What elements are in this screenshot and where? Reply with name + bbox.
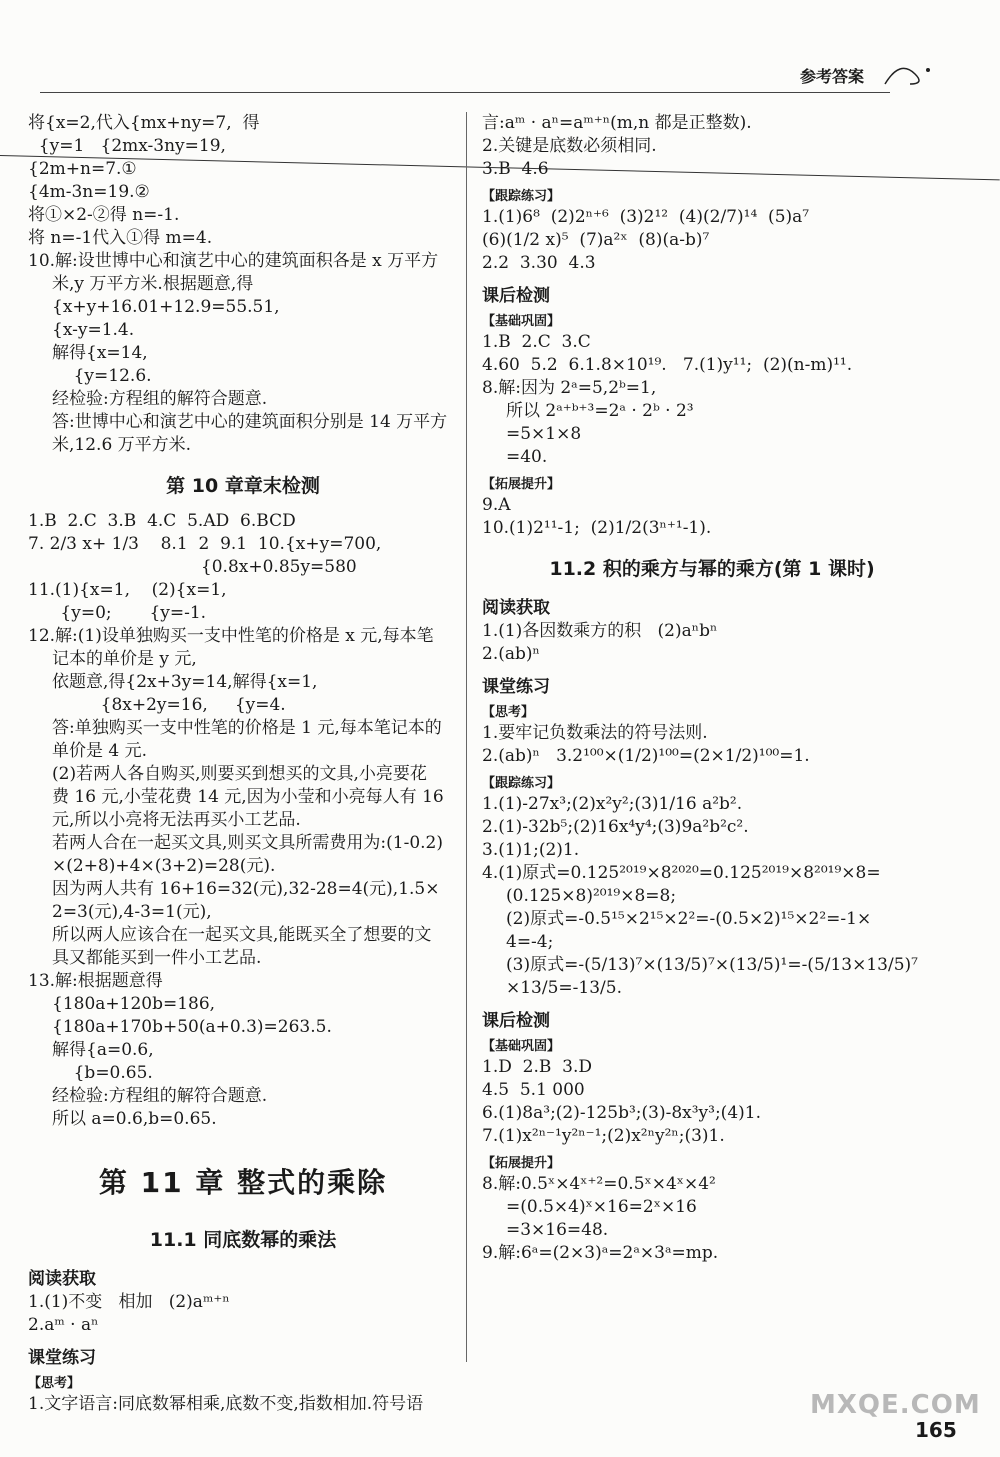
answer-line: 6.(1)8a³;(2)-125b³;(3)-8x³y³;(4)1. — [482, 1103, 761, 1123]
exercise-tag: 【基础巩固】 — [482, 314, 561, 329]
answer-line: 10.解:设世博中心和演艺中心的建筑面积各是 x 万平方 — [28, 251, 439, 271]
answer-line: 8.解:0.5ˣ×4ˣ⁺²=0.5ˣ×4ˣ×4² — [482, 1174, 716, 1194]
answer-line: 3.(1)1;(2)1. — [482, 840, 580, 860]
chapter-title: 第 11 章 整式的乘除 — [98, 1166, 388, 1199]
answer-line: 4.5 5.1 000 — [482, 1080, 585, 1100]
answer-line: 所以两人应该合在一起买文具,能既买全了想要的文 — [52, 925, 432, 945]
answer-line: {2m+n=7.① — [28, 159, 137, 179]
answer-line: 4.60 5.2 6.1.8×10¹⁹. 7.(1)y¹¹; (2)(n-m)¹¹. — [482, 355, 853, 375]
answer-line: 答:世博中心和演艺中心的建筑面积分别是 14 万平方 — [52, 412, 448, 432]
answer-line: (2)若两人各自购买,则要买到想买的文具,小亮要花 — [52, 764, 427, 784]
subsection-heading: 阅读获取 — [482, 598, 550, 618]
subsection-heading: 课后检测 — [482, 1011, 550, 1031]
exercise-tag: 【思考】 — [482, 705, 535, 720]
answer-line: {x+y+16.01+12.9=55.51, — [52, 297, 280, 317]
answer-line: 米,y 万平方米.根据题意,得 — [52, 274, 254, 294]
answer-line: 费 16 元,小莹花费 14 元,因为小莹和小亮每人有 16 — [52, 787, 444, 807]
left-column — [28, 112, 458, 1416]
answer-line: {y=1 {2mx-3ny=19, — [28, 136, 226, 156]
answer-line: (6)(1/2 x)⁵ (7)a²ˣ (8)(a-b)⁷ — [482, 230, 710, 250]
section-title: 11.1 同底数幂的乘法 — [149, 1229, 337, 1251]
answer-line: 1.B 2.C 3.B 4.C 5.AD 6.BCD — [28, 511, 296, 531]
answer-line: 1.B 2.C 3.C — [482, 332, 591, 352]
answer-line: 所以 a=0.6,b=0.65. — [52, 1109, 217, 1129]
answer-line: 单价是 4 元. — [52, 741, 148, 761]
subsection-heading: 课堂练习 — [28, 1348, 96, 1368]
section-title: 第 10 章章末检测 — [166, 475, 320, 497]
answer-line: 8.解:因为 2ᵃ=5,2ᵇ=1, — [482, 378, 657, 398]
exercise-tag: 【拓展提升】 — [482, 477, 561, 492]
answer-line: 将①×2-②得 n=-1. — [28, 205, 180, 225]
answer-line: 记本的单价是 y 元, — [52, 649, 197, 669]
answer-line: (3)原式=-(5/13)⁷×(13/5)⁷×(13/5)¹=-(5/13×13/5)⁷ — [506, 955, 918, 975]
answer-line: {y=0; {y=-1. — [28, 603, 207, 623]
answer-line: 4=-4; — [506, 932, 554, 952]
section-title: 11.2 积的乘方与幂的乘方(第 1 课时) — [549, 558, 875, 580]
exercise-tag: 【拓展提升】 — [482, 1156, 561, 1171]
answer-line: 2.(ab)ⁿ 3.2¹⁰⁰×(1/2)¹⁰⁰=(2×1/2)¹⁰⁰=1. — [482, 746, 810, 766]
exercise-tag: 【跟踪练习】 — [482, 776, 561, 791]
answer-line: =5×1×8 — [506, 424, 582, 444]
answer-line: {180a+170b+50(a+0.3)=263.5. — [52, 1017, 332, 1037]
answer-line: 将{x=2,代入{mx+ny=7, 得 — [28, 113, 260, 133]
answer-line: {180a+120b=186, — [52, 994, 216, 1014]
answer-line: 13.解:根据题意得 — [28, 971, 163, 991]
answer-line: =40. — [506, 447, 548, 467]
page-number: 165 — [915, 1418, 957, 1442]
header-swirl-icon — [880, 54, 940, 94]
answer-line: 所以 2ᵃ⁺ᵇ⁺³=2ᵃ · 2ᵇ · 2³ — [506, 401, 694, 421]
answer-line: 7. 2/3 x+ 1/3 8.1 2 9.1 10.{x+y=700, — [28, 534, 382, 554]
answer-line: 7.(1)x²ⁿ⁻¹y²ⁿ⁻¹;(2)x²ⁿy²ⁿ;(3)1. — [482, 1126, 725, 1146]
answer-line: 若两人合在一起买文具,则买文具所需费用为:(1-0.2) — [52, 833, 443, 853]
answer-line: ×(2+8)+4×(3+2)=28(元). — [52, 856, 276, 876]
watermark: MXQE.COM — [810, 1390, 981, 1420]
answer-line: 元,所以小亮将无法再买小工艺品. — [52, 810, 301, 830]
answer-line: {x-y=1.4. — [52, 320, 135, 340]
answer-line: 10.(1)2¹¹-1; (2)1/2(3ⁿ⁺¹-1). — [482, 518, 712, 538]
exercise-tag: 【思考】 — [28, 1376, 81, 1391]
answer-line: (0.125×8)²⁰¹⁹×8=8; — [506, 886, 677, 906]
answer-line: 具又都能买到一件小工艺品. — [52, 948, 262, 968]
answer-line: 言:aᵐ · aⁿ=aᵐ⁺ⁿ(m,n 都是正整数). — [482, 113, 752, 133]
answer-line: 4.(1)原式=0.125²⁰¹⁹×8²⁰²⁰=0.125²⁰¹⁹×8²⁰¹⁹×8= — [482, 863, 881, 883]
answer-line: {y=12.6. — [52, 366, 152, 386]
answer-line: 2=3(元),4-3=1(元), — [52, 902, 212, 922]
answer-line: 1.D 2.B 3.D — [482, 1057, 593, 1077]
answer-line: 1.(1)各因数乘方的积 (2)aⁿbⁿ — [482, 621, 718, 641]
answer-line: 2.(ab)ⁿ — [482, 644, 540, 664]
answer-line: 因为两人共有 16+16=32(元),32-28=4(元),1.5× — [52, 879, 440, 899]
header-title: 参考答案 — [800, 67, 865, 86]
answer-line: 1.(1)-27x³;(2)x²y²;(3)1/16 a²b². — [482, 794, 743, 814]
answer-line: {b=0.65. — [52, 1063, 153, 1083]
answer-line: 答:单独购买一支中性笔的价格是 1 元,每本笔记本的 — [52, 718, 442, 738]
answer-line: 米,12.6 万平方米. — [52, 435, 192, 455]
answer-line: 1.(1)6⁸ (2)2ⁿ⁺⁶ (3)2¹² (4)(2/7)¹⁴ (5)a⁷ — [482, 207, 810, 227]
answer-line: 2.(1)-32b⁵;(2)16x⁴y⁴;(3)9a²b²c². — [482, 817, 749, 837]
answer-line: =(0.5×4)ˣ×16=2ˣ×16 — [506, 1197, 697, 1217]
answer-line: 1.要牢记负数乘法的符号法则. — [482, 723, 708, 743]
answer-line: 2.aᵐ · aⁿ — [28, 1315, 99, 1335]
right-column — [482, 112, 942, 1265]
answer-line: =3×16=48. — [506, 1220, 609, 1240]
answer-line: 1.(1)不变 相加 (2)aᵐ⁺ⁿ — [28, 1292, 230, 1312]
answer-line: 2.关键是底数必须相同. — [482, 136, 657, 156]
answer-line: 3.B 4.6 — [482, 159, 549, 179]
answer-line: 9.A — [482, 495, 511, 515]
answer-line: (2)原式=-0.5¹⁵×2¹⁵×2²=-(0.5×2)¹⁵×2²=-1× — [506, 909, 872, 929]
answer-line: 2.2 3.30 4.3 — [482, 253, 596, 273]
answer-line: 1.文字语言:同底数幂相乘,底数不变,指数相加.符号语 — [28, 1394, 424, 1414]
answer-line: {4m-3n=19.② — [28, 182, 150, 202]
exercise-tag: 【跟踪练习】 — [482, 189, 561, 204]
answer-line: 经检验:方程组的解符合题意. — [52, 389, 268, 409]
answer-line: 依题意,得{2x+3y=14,解得{x=1, — [52, 672, 318, 692]
answer-line: 9.解:6ᵃ=(2×3)ᵃ=2ᵃ×3ᵃ=mp. — [482, 1243, 719, 1263]
answer-line: 解得{x=14, — [52, 343, 148, 363]
answer-line: 12.解:(1)设单独购买一支中性笔的价格是 x 元,每本笔 — [28, 626, 434, 646]
column-divider — [466, 112, 467, 1362]
header-rule — [40, 92, 890, 93]
answer-line: 解得{a=0.6, — [52, 1040, 154, 1060]
subsection-heading: 课后检测 — [482, 286, 550, 306]
subsection-heading: 阅读获取 — [28, 1269, 96, 1289]
answer-line: {8x+2y=16, {y=4. — [52, 695, 286, 715]
answer-line: ×13/5=-13/5. — [506, 978, 622, 998]
answer-line: {0.8x+0.85y=580 — [28, 557, 357, 577]
exercise-tag: 【基础巩固】 — [482, 1039, 561, 1054]
answer-line: 将 n=-1代入①得 m=4. — [28, 228, 213, 248]
answer-line: 经检验:方程组的解符合题意. — [52, 1086, 268, 1106]
subsection-heading: 课堂练习 — [482, 677, 550, 697]
answer-line: 11.(1){x=1, (2){x=1, — [28, 580, 227, 600]
